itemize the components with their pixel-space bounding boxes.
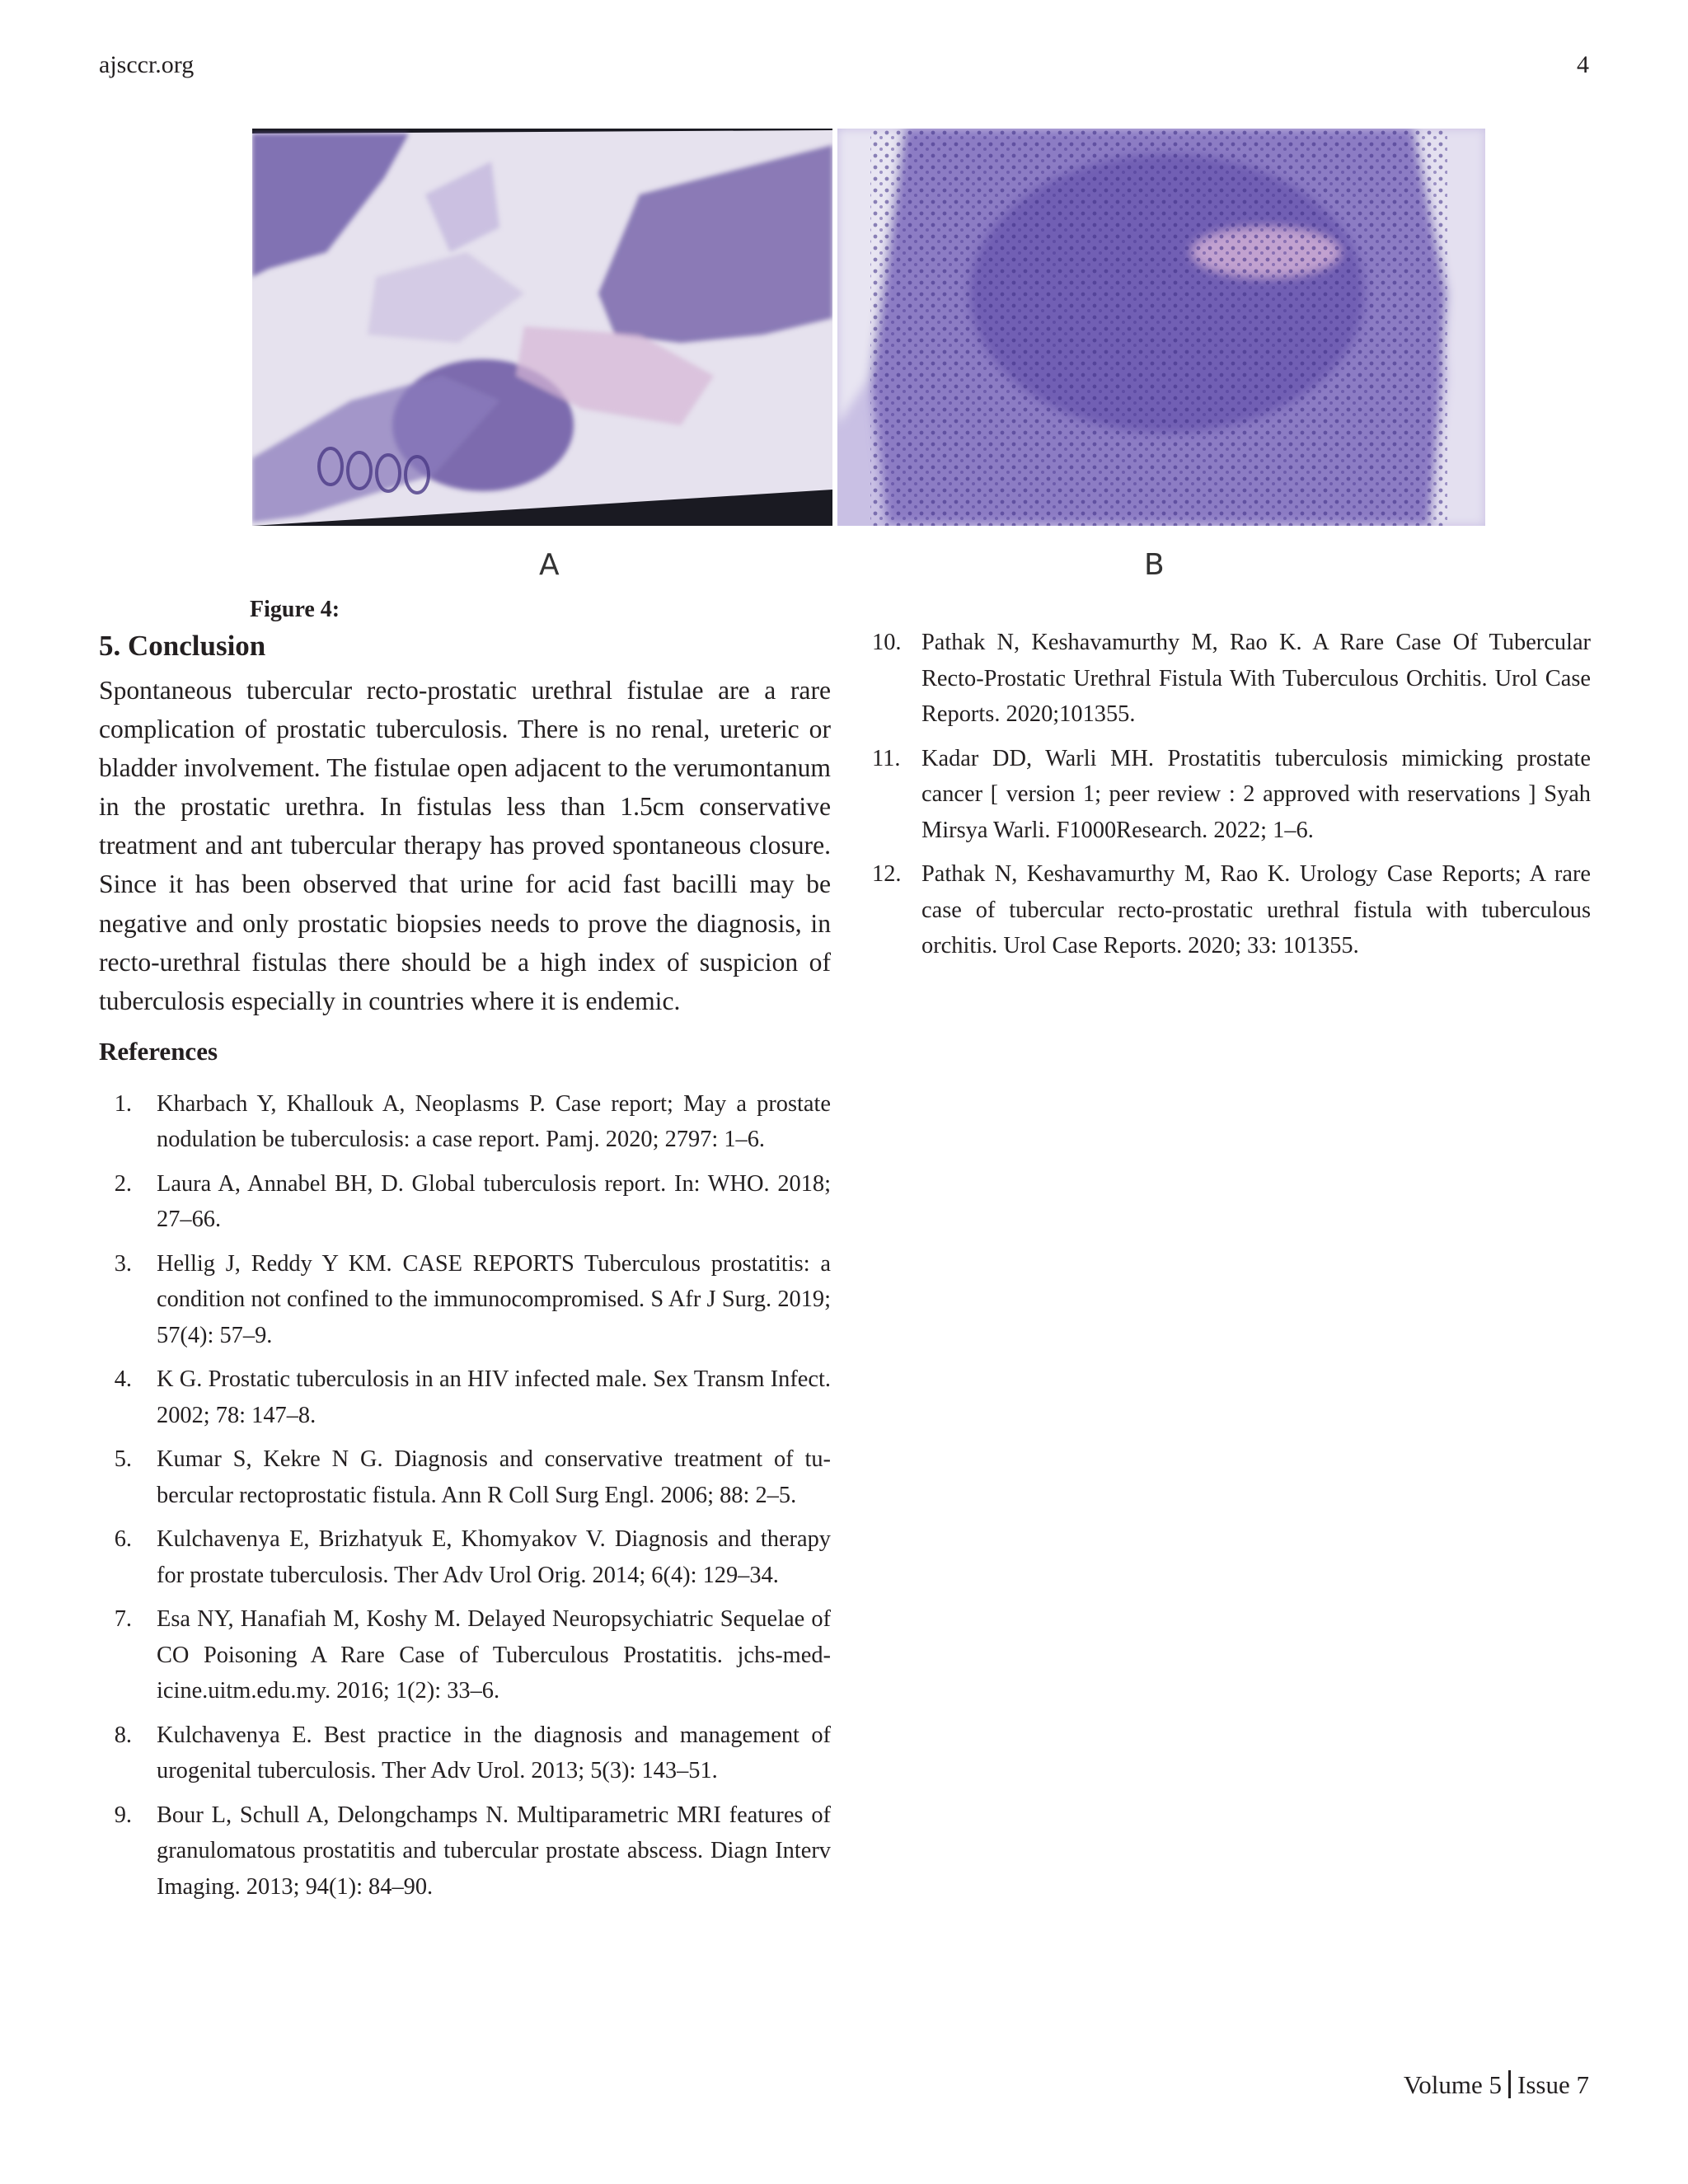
reference-text: Kumar S, Kekre N G. Diagnosis and conservative treatment of tubercular rectoprostatic fistula. Ann R Coll Surg Engl. 2006; 88: 2–5. [157,1446,831,1508]
reference-text: Esa NY, Hanafiah M, Koshy M. Delayed Neuropsychiatric Sequelae of CO Poisoning A Rare Case of Tuberculous Prostatitis. jchs-medicine.uitm.edu.my. 2016; 1(2): 33–6. [157,1606,831,1704]
footer-separator [1508,2070,1511,2098]
reference-number: 5. [114,1446,132,1473]
micrograph-panel-a [252,129,832,526]
volume-label: Volume 5 [1403,2070,1503,2099]
reference-item [872,625,1591,733]
reference-text: K G. Prostatic tuberculosis in an HIV infected male. Sex Transm Infect. 2002; 78: 147–8. [157,1366,831,1428]
reference-item [99,1601,831,1709]
reference-number: 11. [872,745,901,771]
reference-number: 9. [114,1802,132,1828]
reference-text: Laura A, Annabel BH, D. Global tuberculosis report. In: WHO. 2018; 27–66. [157,1170,831,1233]
reference-number: 2. [114,1170,132,1197]
page-footer [1404,2070,1589,2100]
reference-item [99,1797,831,1905]
page-number: 4 [1577,51,1589,78]
reference-text: Kadar DD, Warli MH. Prostatitis tuberculosis mimicking prostate cancer [ version 1; peer review : 2 approved with reservations ] Syah Mirsya Warli. F1000Research. 2022; 1–6. [921,745,1591,843]
left-column [99,625,831,1913]
reference-number: 3. [114,1250,132,1277]
reference-text: Kulchavenya E, Brizhatyuk E, Khomyakov V. Diagnosis and therapy for prostate tuberculosis. Ther Adv Urol Orig. 2014; 6(4): 129–34. [157,1526,831,1588]
reference-item [872,856,1591,964]
reference-number: 8. [114,1722,132,1748]
reference-text: Pathak N, Keshavamurthy M, Rao K. Urology Case Reports; A rare case of tubercular recto-prostatic urethral fistula with tuberculous orchitis. Urol Case Reports. 2020; 33: 101355. [921,861,1591,958]
conclusion-heading: 5. Conclusion [99,630,266,662]
reference-item [99,1521,831,1593]
reference-list [99,1086,831,1905]
reference-text: Hellig J, Reddy Y KM. CASE REPORTS Tuberculous prostatitis: a condition not confined to the immunocompromised. S Afr J Surg. 2019; 57(4): 57–9. [157,1250,831,1348]
reference-number: 4. [114,1366,132,1393]
reference-item [99,1441,831,1513]
reference-number: 1. [114,1090,132,1117]
references-heading: References [99,1036,218,1066]
reference-item [99,1718,831,1789]
micrograph-panel-b [837,129,1485,526]
issue-label: Issue 7 [1517,2070,1589,2099]
reference-item [872,741,1591,849]
conclusion-paragraph: Spontaneous tubercular recto-prostatic urethral fistulae are a rare complication of prostatic tuberculosis. There is no renal, ureteric or bladder involvement. The fistulae open adjacent to the verumontanum in the prostatic urethra. In fistulas less than 1.5cm conservative treatment and ant tubercular therapy has proved spontaneous closure. Since it has been observed that urine for acid fast bacilli may be negative and only prostatic biopsies needs to prove the diagnosis, in recto-urethral fistulas there should be a high index of suspicion of tuberculosis especially in countries where it is endemic. [99,676,831,1015]
panel-a-label: A [539,548,560,582]
reference-number: 12. [872,861,902,887]
journal-site: ajsccr.org [99,51,195,78]
panel-b-label: B [1144,548,1165,582]
reference-text: Bour L, Schull A, Delongchamps N. Multiparametric MRI features of granulomatous prostatitis and tubercular prostate abscess. Diagn Interv Imaging. 2013; 94(1): 84–90. [157,1802,831,1900]
reference-number: 10. [872,630,902,655]
figure-caption: Figure 4: [250,597,340,622]
reference-item [99,1086,831,1158]
reference-item [99,1166,831,1238]
reference-item [99,1361,831,1433]
reference-text: Pathak N, Keshavamurthy M, Rao K. A Rare Case Of Tubercular Recto-Prostatic Urethral Fistula With Tuberculous Orchitis. Urol Case Reports. 2020;101355. [921,630,1591,727]
reference-list-continued [872,625,1591,964]
right-column [872,625,1591,972]
figure-4 [252,129,1485,526]
reference-text: Kharbach Y, Khallouk A, Neoplasms P. Case report; May a prostate nodulation be tuberculosis: a case report. Pamj. 2020; 2797: 1–6. [157,1090,831,1153]
reference-number: 7. [114,1606,132,1633]
reference-number: 6. [114,1526,132,1553]
reference-text: Kulchavenya E. Best practice in the diagnosis and management of urogenital tuberculosis. Ther Adv Urol. 2013; 5(3): 143–51. [157,1722,831,1784]
reference-item [99,1246,831,1354]
